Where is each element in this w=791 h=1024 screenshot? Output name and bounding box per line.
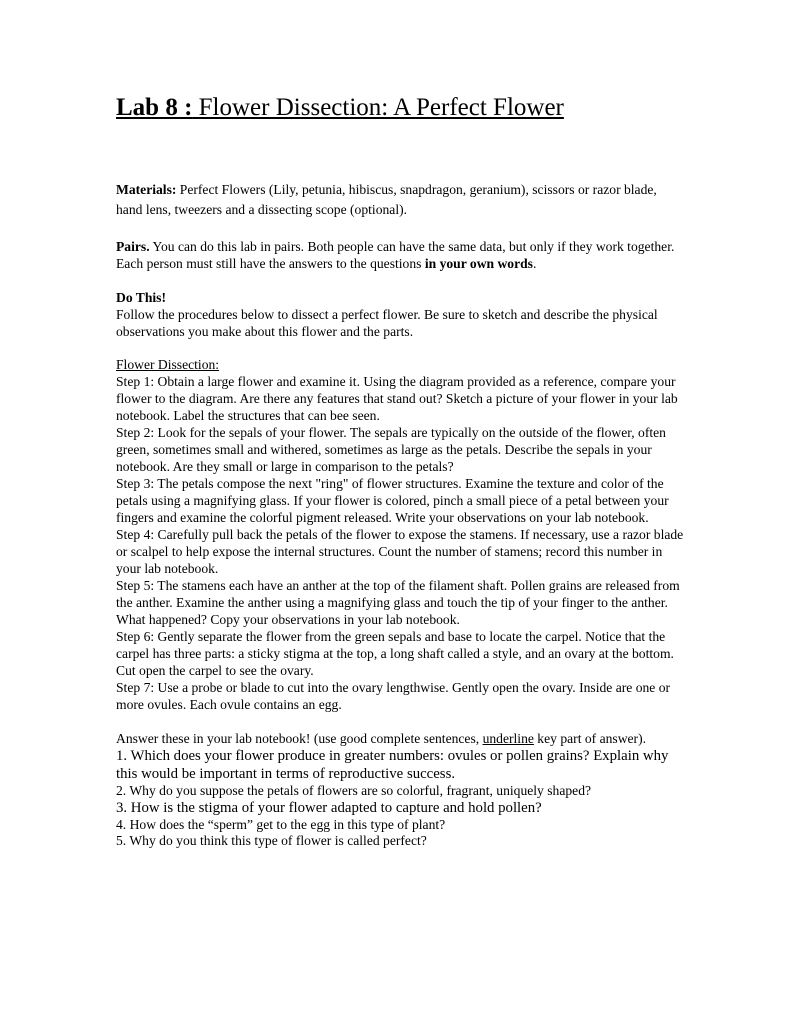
questions-intro-start: Answer these in your lab notebook! (use good complete sentences, [116,731,483,746]
title-lab-number: Lab 8 : [116,94,193,121]
question-2: 2. Why do you suppose the petals of flowers are so colorful, fragrant, uniquely shaped? [116,783,592,798]
dissection-section [116,356,686,713]
do-this-heading: Do This! [116,290,166,305]
dissection-heading: Flower Dissection: [116,357,220,372]
do-this-section [116,289,686,340]
pairs-paragraph [116,238,686,272]
step-2: Step 2: Look for the sepals of your flower. The sepals are typically on the outside of the flower, often green, sometimes small and withered, sometimes as large as the petals. Describe the sepals in your notebook. Are they small or large in comparison to the petals? [116,425,666,474]
step-4: Step 4: Carefully pull back the petals of the flower to expose the stamens. If necessary, use a razor blade or scalpel to help expose the internal structures. Count the number of stamens; record this number in your lab notebook. [116,527,684,576]
materials-label: Materials: [116,182,177,197]
materials-paragraph [116,180,686,220]
questions-intro [116,730,686,747]
pairs-end: . [532,256,537,271]
questions-intro-underline: underline [482,731,534,746]
title-text: Flower Dissection: A Perfect Flower [192,94,564,121]
questions-intro-end: key part of answer). [533,731,647,746]
step-7: Step 7: Use a probe or blade to cut into the ovary lengthwise. Gently open the ovary. Inside are one or more ovules. Each ovule contains an egg. [116,680,671,712]
materials-text: Perfect Flowers (Lily, petunia, hibiscus, snapdragon, geranium), scissors or razor blade, hand lens, tweezers and a dissecting scope (optional). [116,182,657,217]
pairs-emphasis: in your own words [424,256,533,271]
step-3: Step 3: The petals compose the next "ring" of flower structures. Examine the texture and color of the petals using a magnifying glass. If your flower is colored, pinch a small piece of a petal between your fingers and examine the colorful pigment released. Write your observations on your lab notebook. [116,476,669,525]
step-6: Step 6: Gently separate the flower from the green sepals and base to locate the carpel. Notice that the carpel has three parts: a sticky stigma at the top, a long shaft called a style, and an ovary at the bottom. Cut open the carpel to see the ovary. [116,629,674,678]
pairs-text: You can do this lab in pairs. Both people can have the same data, but only if they work together. Each person must still have the answers to the questions [116,239,675,271]
step-1: Step 1: Obtain a large flower and examine it. Using the diagram provided as a reference, compare your flower to the diagram. Are there any features that stand out? Sketch a picture of your flower in your lab notebook. Label the structures that can bee seen. [116,374,678,423]
question-1: 1. Which does your flower produce in greater numbers: ovules or pollen grains? Explain why this would be important in terms of reproductive success. [116,748,669,782]
step-5: Step 5: The stamens each have an anther at the top of the filament shaft. Pollen grains are released from the anther. Examine the anther using a magnifying glass and touch the tip of your finger to the anther. What happened? Copy your observations in your lab notebook. [116,578,680,627]
pairs-label: Pairs. [116,239,150,254]
question-5: 5. Why do you think this type of flower is called perfect? [116,833,427,848]
questions-section [116,730,686,849]
question-4: 4. How does the “sperm” get to the egg in this type of plant? [116,817,446,832]
do-this-text: Follow the procedures below to dissect a perfect flower. Be sure to sketch and describe the physical observations you make about this flower and the parts. [116,307,658,339]
question-3: 3. How is the stigma of your flower adapted to capture and hold pollen? [116,800,542,816]
page-title [116,93,686,123]
document-page [116,93,686,849]
